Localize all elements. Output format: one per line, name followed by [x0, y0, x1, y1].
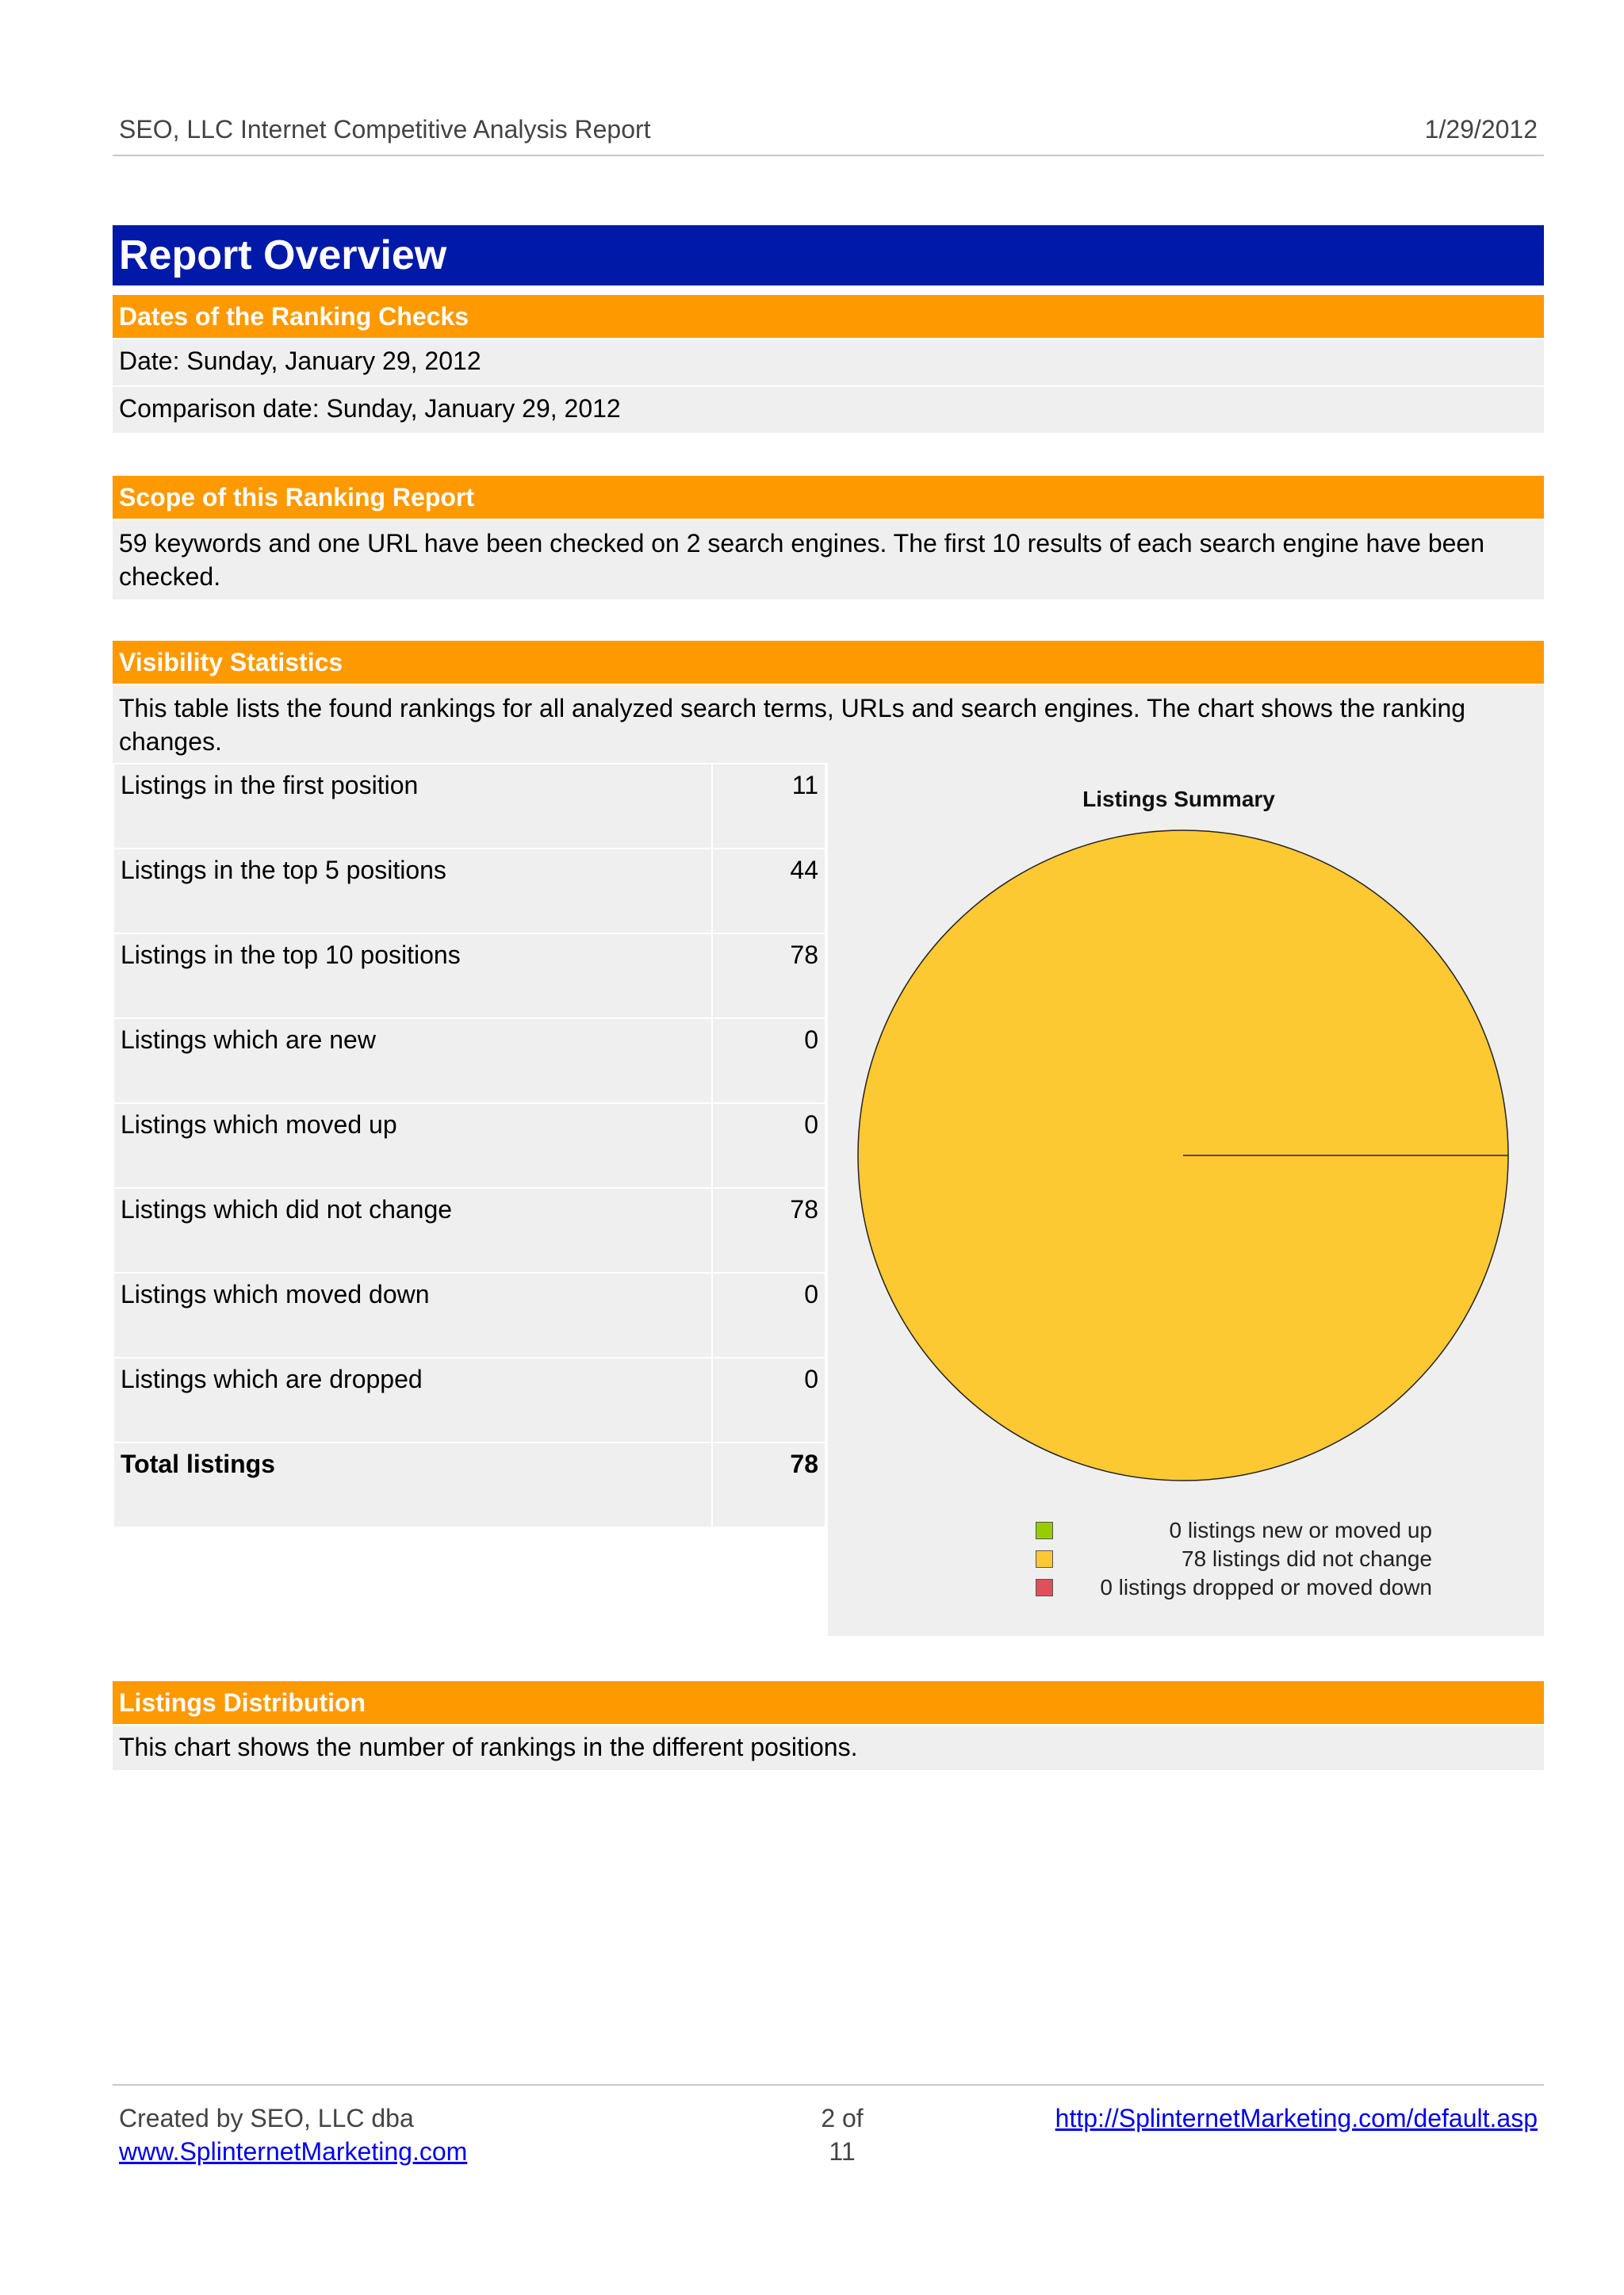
row-value: 11	[712, 764, 825, 849]
page-of: 2 of	[821, 2104, 864, 2132]
row-value: 0	[712, 1358, 825, 1443]
legend-swatch	[1036, 1579, 1053, 1596]
row-label: Listings in the first position	[113, 764, 712, 849]
visibility-heading: Visibility Statistics	[113, 641, 1544, 684]
table-row	[113, 849, 825, 933]
distribution-heading: Listings Distribution	[113, 1681, 1544, 1724]
table-row	[113, 1018, 825, 1103]
row-value: 44	[712, 849, 825, 933]
legend-swatch	[1036, 1522, 1053, 1539]
dates-heading: Dates of the Ranking Checks	[113, 295, 1544, 338]
row-value: 78	[712, 1188, 825, 1273]
comparison-date: Comparison date: Sunday, January 29, 2012	[113, 387, 1544, 433]
footer-credit	[119, 2102, 467, 2168]
pie-chart	[828, 763, 1544, 1508]
legend-swatch	[1036, 1550, 1053, 1568]
table-row	[113, 1188, 825, 1273]
legend-label: 0 listings dropped or moved down	[1100, 1575, 1432, 1600]
row-value: 0	[712, 1018, 825, 1103]
row-value: 78	[712, 933, 825, 1018]
row-label: Listings which did not change	[113, 1188, 712, 1273]
table-row	[113, 933, 825, 1018]
footer-created: Created by SEO, LLC dba	[119, 2104, 414, 2132]
table-row	[113, 1103, 825, 1188]
row-label: Listings which are new	[113, 1018, 712, 1103]
row-label: Total listings	[113, 1443, 712, 1527]
report-date: 1/29/2012	[1424, 115, 1538, 144]
visibility-table	[113, 763, 826, 1528]
table-row	[113, 1358, 825, 1443]
row-label: Listings which moved down	[113, 1273, 712, 1358]
row-label: Listings in the top 10 positions	[113, 933, 712, 1018]
footer-site-link[interactable]: www.SplinternetMarketing.com	[119, 2137, 468, 2166]
page-total: 11	[829, 2137, 856, 2166]
footer-url-link[interactable]: http://SplinternetMarketing.com/default.asp	[1055, 2104, 1538, 2132]
chart-title: Listings Summary	[1082, 787, 1275, 811]
visibility-text: This table lists the found rankings for all analyzed search terms, URLs and search engines. The chart shows the ranking changes.	[113, 685, 1544, 763]
legend-label: 78 listings did not change	[1182, 1546, 1432, 1571]
row-label: Listings in the top 5 positions	[113, 849, 712, 933]
legend-item	[1036, 1573, 1432, 1602]
row-label: Listings which moved up	[113, 1103, 712, 1188]
table-row	[113, 764, 825, 849]
table-row	[113, 1273, 825, 1358]
chart-legend	[1036, 1516, 1432, 1602]
total-row	[113, 1443, 825, 1527]
row-label: Listings which are dropped	[113, 1358, 712, 1443]
page-number	[795, 2102, 890, 2168]
row-value: 0	[712, 1273, 825, 1358]
page-title: Report Overview	[113, 225, 1544, 285]
listings-summary-chart	[828, 763, 1544, 1636]
page-footer	[113, 2084, 1544, 2181]
page-header	[113, 115, 1544, 156]
legend-item	[1036, 1516, 1432, 1545]
check-date: Date: Sunday, January 29, 2012	[113, 339, 1544, 385]
legend-label: 0 listings new or moved up	[1169, 1518, 1432, 1542]
report-name: SEO, LLC Internet Competitive Analysis Report	[119, 115, 651, 144]
row-value: 0	[712, 1103, 825, 1188]
legend-item	[1036, 1545, 1432, 1573]
scope-heading: Scope of this Ranking Report	[113, 476, 1544, 519]
distribution-text: This chart shows the number of rankings in the different positions.	[113, 1726, 1544, 1770]
row-value: 78	[712, 1443, 825, 1527]
scope-text: 59 keywords and one URL have been checked on 2 search engines. The first 10 results of each search engine have been checked.	[113, 520, 1544, 600]
